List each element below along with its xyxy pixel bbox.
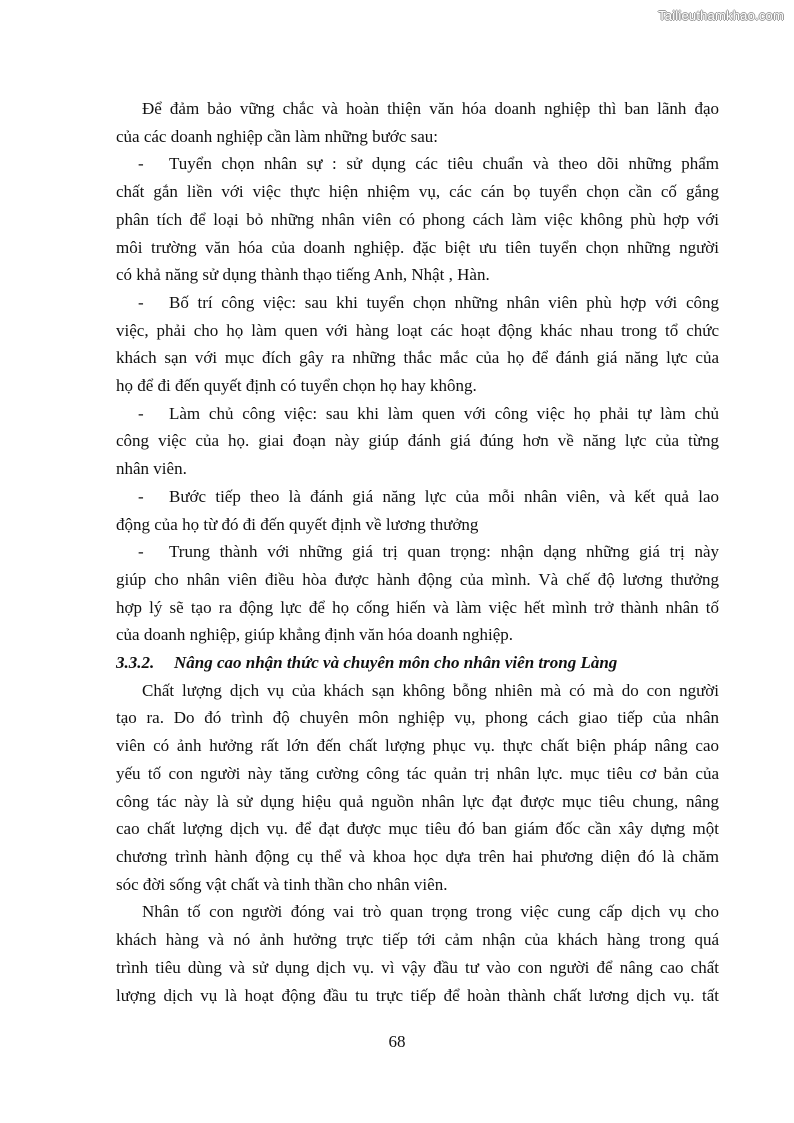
text-line: khách sạn với mục đích gây ra những thắc mắc của họ để đánh giá năng lực của <box>116 348 719 368</box>
bullet-dash: - <box>138 403 144 423</box>
text-line: họ để đi đến quyết định có tuyển chọn họ hay không. <box>116 376 477 396</box>
text-line: nhân viên. <box>116 459 187 479</box>
text-line: viên có ảnh hưởng rất lớn đến chất lượng phục vụ. thực chất biện pháp nâng cao <box>116 736 719 756</box>
intro-paragraph <box>116 95 719 150</box>
bullet-dash: - <box>138 542 144 562</box>
text-line: Làm chủ công việc: sau khi làm quen với công việc họ phải tự làm chủ <box>169 403 719 423</box>
text-line: Bố trí công việc: sau khi tuyển chọn những nhân viên phù hợp với công <box>169 292 719 312</box>
text-line: việc, phải cho họ làm quen với hàng loạt các hoạt động khác nhau trong tổ chức <box>116 320 719 340</box>
bullet-dash: - <box>138 486 144 506</box>
section-number: 3.3.2. <box>116 653 155 673</box>
section-title: Nâng cao nhận thức và chuyên môn cho nhân viên trong Làng <box>174 653 618 673</box>
document-body <box>116 95 719 1009</box>
text-line: môi trường văn hóa của doanh nghiệp. đặc biệt ưu tiên tuyển chọn những người <box>116 237 719 257</box>
bullet-item <box>116 150 719 289</box>
watermark: Tailieuthamkhao.com <box>658 8 784 23</box>
text-line: trình tiêu dùng và sử dụng dịch vụ. vì vậy đầu tư vào con người để nâng cao chất <box>116 957 719 977</box>
text-line: Chất lượng dịch vụ của khách sạn không bỗng nhiên mà có mà do con người <box>142 680 719 700</box>
text-line: Để đảm bảo vững chắc và hoàn thiện văn hóa doanh nghiệp thì ban lãnh đạo <box>142 99 719 118</box>
text-line: lượng dịch vụ là hoạt động đầu tu trực tiếp để hoàn thành chất lương dịch vụ. tất <box>116 985 719 1005</box>
text-line: động của họ từ đó đi đến quyết định về lương thưởng <box>116 514 479 534</box>
bullet-dash: - <box>138 292 144 312</box>
text-line: chất gắn liền với việc thực hiện nhiệm vụ, các cán bọ tuyển chọn cần cố gắng <box>116 182 719 202</box>
text-line: hợp lý sẽ tạo ra động lực để họ cống hiến và làm việc hết mình trở thành nhân tố <box>116 597 719 617</box>
bullet-dash: - <box>138 154 144 174</box>
text-line: phân tích để loại bỏ những nhân viên có phong cách làm việc không phù hợp với <box>116 209 719 229</box>
page-number: 68 <box>388 1032 406 1051</box>
text-line: của các doanh nghiệp cần làm những bước sau: <box>116 126 438 146</box>
bullet-item <box>116 538 719 649</box>
body-paragraph <box>116 898 719 1009</box>
text-line: Trung thành với những giá trị quan trọng: nhận dạng những giá trị này <box>169 542 719 562</box>
text-line: chương trình hành động cụ thể và khoa học dựa trên hai phương diện đó là chăm <box>116 846 719 866</box>
text-line: sóc đời sống vật chất và tinh thần cho nhân viên. <box>116 874 448 894</box>
section-heading <box>116 649 719 677</box>
text-line: Tuyển chọn nhân sự : sử dụng các tiêu chuẩn và theo dõi những phẩm <box>169 154 719 174</box>
text-line: giúp cho nhân viên điều hòa được hành động của mình. Và chế độ lương thưởng <box>116 569 719 589</box>
text-line: yếu tố con người này tăng cường công tác quản trị nhân lực. mục tiêu cơ bản của <box>116 763 719 783</box>
text-line: có khả năng sử dụng thành thạo tiếng Anh, Nhật , Hàn. <box>116 265 490 285</box>
bullet-item <box>116 289 719 400</box>
text-line: tạo ra. Do đó trình độ chuyên môn nghiệp vụ, phong cách giao tiếp của nhân <box>116 708 719 728</box>
text-line: Bước tiếp theo là đánh giá năng lực của mỗi nhân viên, và kết quả lao <box>169 486 719 506</box>
text-line: của doanh nghiệp, giúp khẳng định văn hóa doanh nghiệp. <box>116 625 514 645</box>
body-paragraph <box>116 677 719 899</box>
text-line: Nhân tố con người đóng vai trò quan trọng trong việc cung cấp dịch vụ cho <box>142 902 719 922</box>
text-line: khách hàng và nó ảnh hưởng trực tiếp tới cảm nhận của khách hàng trong quá <box>116 930 719 950</box>
bullet-item <box>116 483 719 538</box>
bullet-item <box>116 400 719 483</box>
text-line: cao chất lượng dịch vụ. để đạt được mục tiêu đó ban giám đốc cần xây dựng một <box>116 819 719 839</box>
text-line: công tác này là sử dụng hiệu quả nguồn nhân lực đạt được mục tiêu chung, nâng <box>116 791 719 811</box>
text-line: công việc của họ. giai đoạn này giúp đánh giá đúng hơn về năng lực của từng <box>116 431 719 451</box>
